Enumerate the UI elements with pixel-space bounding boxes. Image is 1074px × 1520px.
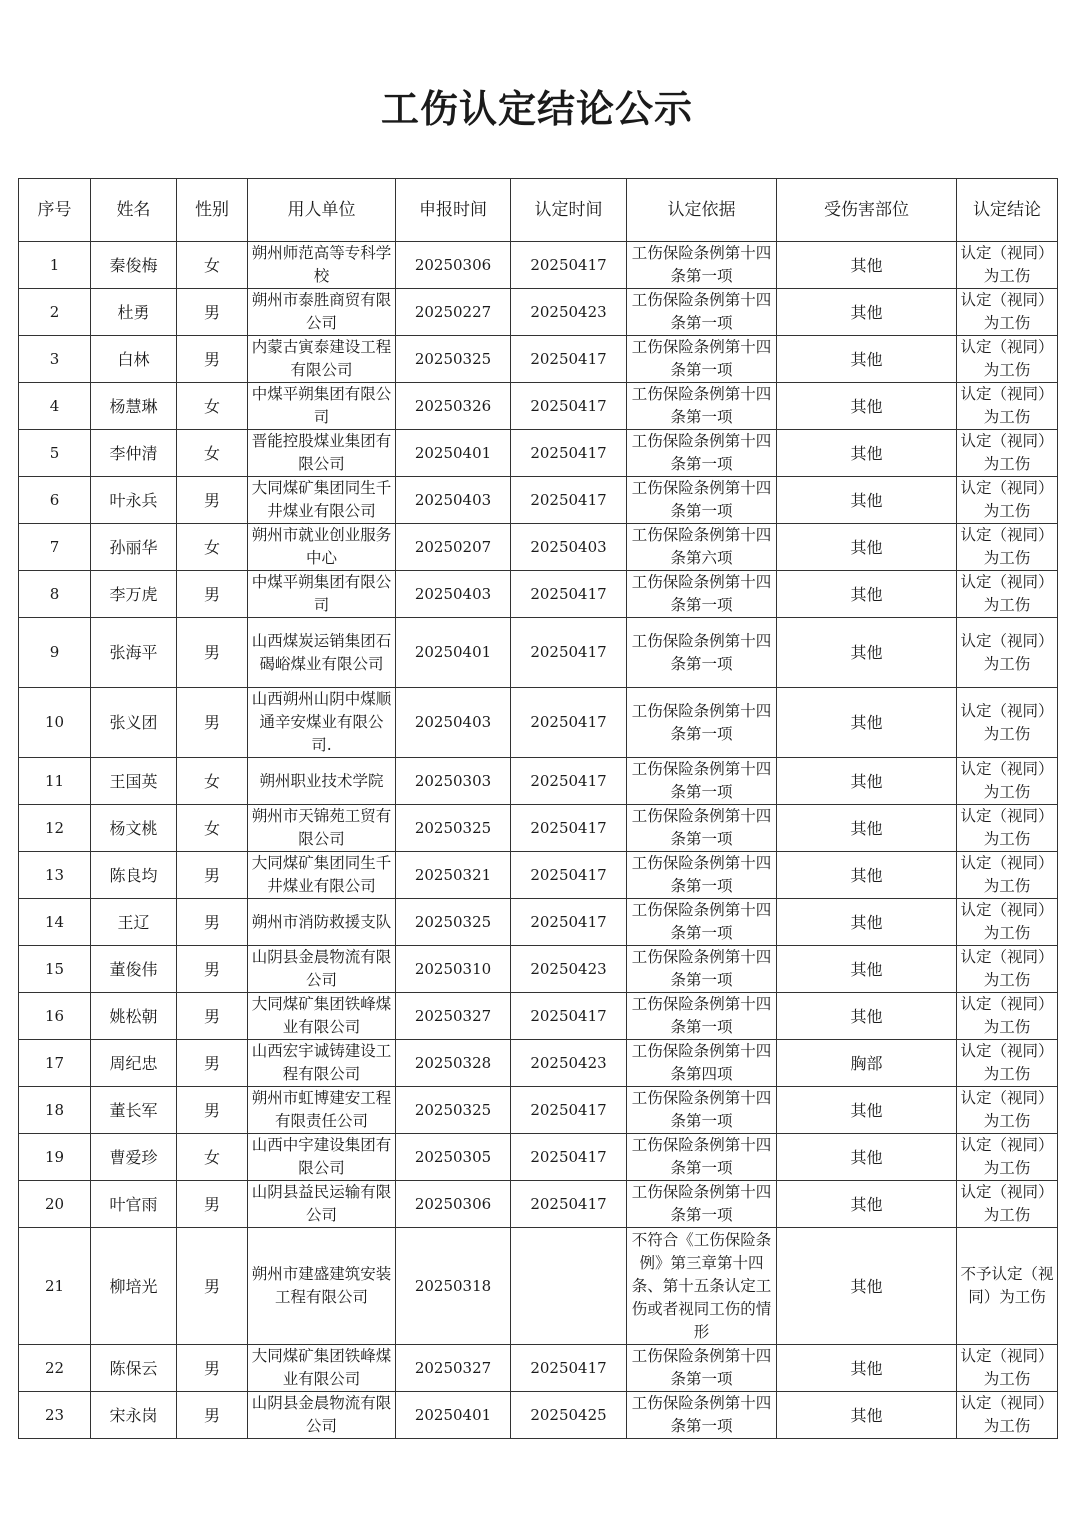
row-injury-part: 其他 [777,477,957,524]
row-result: 认定（视同）为工伤 [957,852,1058,899]
row-injury-part: 其他 [777,946,957,993]
table-row [19,1228,1058,1345]
row-result: 认定（视同）为工伤 [957,430,1058,477]
row-name: 陈良均 [91,852,177,899]
row-unit: 山阴县益民运输有限公司 [248,1181,396,1228]
row-basis: 工伤保险条例第十四条第一项 [627,1181,777,1228]
header-name: 姓名 [91,179,177,242]
row-result: 认定（视同）为工伤 [957,242,1058,289]
row-unit: 朔州市虹博建安工程有限责任公司 [248,1087,396,1134]
row-injury-part: 其他 [777,1181,957,1228]
row-unit: 朔州市消防救援支队 [248,899,396,946]
row-name: 董俊伟 [91,946,177,993]
row-injury-part: 其他 [777,852,957,899]
row-name: 李仲清 [91,430,177,477]
row-decide-date: 20250417 [511,993,627,1040]
row-sex: 女 [177,383,248,430]
row-name: 杜勇 [91,289,177,336]
row-basis: 工伤保险条例第十四条第一项 [627,1392,777,1439]
row-result: 不予认定（视同）为工伤 [957,1228,1058,1345]
row-no: 19 [19,1134,91,1181]
row-basis: 工伤保险条例第十四条第六项 [627,524,777,571]
row-injury-part: 其他 [777,899,957,946]
row-decide-date: 20250417 [511,899,627,946]
row-sex: 女 [177,524,248,571]
row-basis: 工伤保险条例第十四条第一项 [627,852,777,899]
table-row [19,1087,1058,1134]
row-injury-part: 其他 [777,805,957,852]
row-injury-part: 其他 [777,336,957,383]
row-unit: 山西煤炭运销集团石碣峪煤业有限公司 [248,618,396,688]
row-basis: 工伤保险条例第十四条第一项 [627,571,777,618]
row-decide-date: 20250417 [511,571,627,618]
row-unit: 朔州市就业创业服务中心 [248,524,396,571]
header-injury-part: 受伤害部位 [777,179,957,242]
row-name: 张义团 [91,688,177,758]
row-decide-date: 20250403 [511,524,627,571]
row-sex: 女 [177,242,248,289]
row-result: 认定（视同）为工伤 [957,336,1058,383]
row-name: 王国英 [91,758,177,805]
row-name: 陈保云 [91,1345,177,1392]
row-injury-part: 其他 [777,289,957,336]
row-apply-date: 20250403 [396,477,511,524]
row-basis: 工伤保险条例第十四条第一项 [627,805,777,852]
row-unit: 山西中宇建设集团有限公司 [248,1134,396,1181]
row-apply-date: 20250325 [396,336,511,383]
table-row [19,289,1058,336]
table-row [19,946,1058,993]
row-no: 16 [19,993,91,1040]
row-result: 认定（视同）为工伤 [957,946,1058,993]
row-apply-date: 20250327 [396,1345,511,1392]
row-no: 1 [19,242,91,289]
row-unit: 山阴县金晨物流有限公司 [248,946,396,993]
table-row [19,618,1058,688]
row-name: 柳培光 [91,1228,177,1345]
row-unit: 晋能控股煤业集团有限公司 [248,430,396,477]
table-row [19,852,1058,899]
row-injury-part: 其他 [777,758,957,805]
table-row [19,805,1058,852]
row-apply-date: 20250321 [396,852,511,899]
row-apply-date: 20250328 [396,1040,511,1087]
row-name: 宋永岗 [91,1392,177,1439]
row-basis: 工伤保险条例第十四条第一项 [627,1087,777,1134]
row-sex: 男 [177,946,248,993]
row-no: 6 [19,477,91,524]
row-apply-date: 20250306 [396,1181,511,1228]
row-name: 秦俊梅 [91,242,177,289]
row-basis: 工伤保险条例第十四条第一项 [627,289,777,336]
header-sex: 性别 [177,179,248,242]
table-row [19,242,1058,289]
row-no: 14 [19,899,91,946]
row-result: 认定（视同）为工伤 [957,688,1058,758]
row-apply-date: 20250227 [396,289,511,336]
row-basis: 工伤保险条例第十四条第一项 [627,430,777,477]
row-result: 认定（视同）为工伤 [957,1345,1058,1392]
row-sex: 女 [177,805,248,852]
row-apply-date: 20250305 [396,1134,511,1181]
row-no: 3 [19,336,91,383]
row-injury-part: 其他 [777,1228,957,1345]
row-unit: 大同煤矿集团铁峰煤业有限公司 [248,1345,396,1392]
row-decide-date: 20250417 [511,383,627,430]
table-row [19,336,1058,383]
row-basis: 工伤保险条例第十四条第一项 [627,993,777,1040]
row-injury-part: 其他 [777,571,957,618]
row-sex: 女 [177,1134,248,1181]
row-sex: 男 [177,899,248,946]
row-decide-date: 20250417 [511,242,627,289]
row-apply-date: 20250303 [396,758,511,805]
header-basis: 认定依据 [627,179,777,242]
row-no: 10 [19,688,91,758]
table-row [19,571,1058,618]
row-no: 8 [19,571,91,618]
row-sex: 女 [177,430,248,477]
row-unit: 山西朔州山阴中煤顺通辛安煤业有限公司. [248,688,396,758]
row-decide-date [511,1228,627,1345]
row-no: 13 [19,852,91,899]
row-basis: 工伤保险条例第十四条第一项 [627,477,777,524]
row-unit: 山阴县金晨物流有限公司 [248,1392,396,1439]
table-header-row [19,179,1058,242]
header-result: 认定结论 [957,179,1058,242]
row-unit: 朔州市天锦苑工贸有限公司 [248,805,396,852]
row-injury-part: 其他 [777,688,957,758]
row-basis: 不符合《工伤保险条例》第三章第十四条、第十五条认定工伤或者视同工伤的情形 [627,1228,777,1345]
row-injury-part: 其他 [777,383,957,430]
table-row [19,1181,1058,1228]
row-name: 杨慧琳 [91,383,177,430]
row-no: 23 [19,1392,91,1439]
row-apply-date: 20250207 [396,524,511,571]
row-apply-date: 20250401 [396,618,511,688]
row-no: 20 [19,1181,91,1228]
row-unit: 朔州师范高等专科学校 [248,242,396,289]
row-apply-date: 20250325 [396,899,511,946]
row-apply-date: 20250401 [396,430,511,477]
header-decide-date: 认定时间 [511,179,627,242]
row-unit: 朔州市建盛建筑安装工程有限公司 [248,1228,396,1345]
row-result: 认定（视同）为工伤 [957,383,1058,430]
row-sex: 男 [177,336,248,383]
row-sex: 男 [177,1228,248,1345]
table-row [19,383,1058,430]
row-basis: 工伤保险条例第十四条第一项 [627,899,777,946]
row-unit: 中煤平朔集团有限公司 [248,571,396,618]
row-sex: 男 [177,1345,248,1392]
row-unit: 大同煤矿集团同生千井煤业有限公司 [248,477,396,524]
row-no: 15 [19,946,91,993]
row-no: 11 [19,758,91,805]
header-apply-date: 申报时间 [396,179,511,242]
row-result: 认定（视同）为工伤 [957,1134,1058,1181]
row-name: 叶永兵 [91,477,177,524]
row-name: 杨文桃 [91,805,177,852]
row-injury-part: 胸部 [777,1040,957,1087]
row-decide-date: 20250417 [511,1181,627,1228]
row-injury-part: 其他 [777,430,957,477]
injury-table [18,178,1058,1439]
row-name: 姚松朝 [91,993,177,1040]
row-result: 认定（视同）为工伤 [957,618,1058,688]
header-no: 序号 [19,179,91,242]
row-no: 7 [19,524,91,571]
row-name: 王辽 [91,899,177,946]
row-basis: 工伤保险条例第十四条第一项 [627,618,777,688]
row-decide-date: 20250417 [511,1134,627,1181]
table-body [19,242,1058,1439]
row-decide-date: 20250417 [511,1345,627,1392]
row-unit: 大同煤矿集团铁峰煤业有限公司 [248,993,396,1040]
row-result: 认定（视同）为工伤 [957,1040,1058,1087]
table-row [19,993,1058,1040]
row-no: 17 [19,1040,91,1087]
table-row [19,1392,1058,1439]
row-injury-part: 其他 [777,1392,957,1439]
row-decide-date: 20250425 [511,1392,627,1439]
row-unit: 朔州职业技术学院 [248,758,396,805]
row-injury-part: 其他 [777,993,957,1040]
table-row [19,1040,1058,1087]
row-decide-date: 20250417 [511,477,627,524]
row-apply-date: 20250403 [396,688,511,758]
row-unit: 中煤平朔集团有限公司 [248,383,396,430]
table-row [19,524,1058,571]
row-unit: 大同煤矿集团同生千井煤业有限公司 [248,852,396,899]
row-name: 张海平 [91,618,177,688]
table-row [19,430,1058,477]
row-unit: 内蒙古寅泰建设工程有限公司 [248,336,396,383]
row-decide-date: 20250417 [511,758,627,805]
table-row [19,477,1058,524]
row-no: 18 [19,1087,91,1134]
row-decide-date: 20250417 [511,852,627,899]
row-basis: 工伤保险条例第十四条第一项 [627,1345,777,1392]
table-row [19,758,1058,805]
row-apply-date: 20250326 [396,383,511,430]
row-sex: 男 [177,852,248,899]
row-decide-date: 20250423 [511,946,627,993]
row-injury-part: 其他 [777,242,957,289]
row-result: 认定（视同）为工伤 [957,1392,1058,1439]
row-result: 认定（视同）为工伤 [957,758,1058,805]
row-injury-part: 其他 [777,618,957,688]
row-no: 5 [19,430,91,477]
row-apply-date: 20250325 [396,805,511,852]
row-basis: 工伤保险条例第十四条第一项 [627,336,777,383]
row-result: 认定（视同）为工伤 [957,477,1058,524]
row-sex: 男 [177,571,248,618]
row-sex: 男 [177,1392,248,1439]
row-name: 曹爱珍 [91,1134,177,1181]
row-no: 21 [19,1228,91,1345]
row-basis: 工伤保险条例第十四条第一项 [627,688,777,758]
row-decide-date: 20250417 [511,430,627,477]
row-decide-date: 20250417 [511,1087,627,1134]
row-name: 李万虎 [91,571,177,618]
row-sex: 男 [177,1087,248,1134]
row-no: 2 [19,289,91,336]
row-apply-date: 20250306 [396,242,511,289]
row-unit: 朔州市泰胜商贸有限公司 [248,289,396,336]
row-apply-date: 20250325 [396,1087,511,1134]
row-sex: 男 [177,289,248,336]
row-apply-date: 20250318 [396,1228,511,1345]
row-sex: 男 [177,993,248,1040]
row-result: 认定（视同）为工伤 [957,993,1058,1040]
row-sex: 男 [177,688,248,758]
table-row [19,1345,1058,1392]
row-decide-date: 20250423 [511,1040,627,1087]
row-result: 认定（视同）为工伤 [957,805,1058,852]
row-basis: 工伤保险条例第十四条第一项 [627,383,777,430]
row-sex: 男 [177,618,248,688]
row-result: 认定（视同）为工伤 [957,571,1058,618]
row-result: 认定（视同）为工伤 [957,1087,1058,1134]
row-sex: 男 [177,1181,248,1228]
row-injury-part: 其他 [777,1345,957,1392]
row-name: 孙丽华 [91,524,177,571]
row-basis: 工伤保险条例第十四条第一项 [627,758,777,805]
row-name: 叶官雨 [91,1181,177,1228]
row-no: 4 [19,383,91,430]
table-row [19,899,1058,946]
row-sex: 男 [177,1040,248,1087]
row-result: 认定（视同）为工伤 [957,899,1058,946]
row-unit: 山西宏宇诚铸建设工程有限公司 [248,1040,396,1087]
row-name: 董长军 [91,1087,177,1134]
row-decide-date: 20250417 [511,336,627,383]
row-result: 认定（视同）为工伤 [957,524,1058,571]
row-decide-date: 20250423 [511,289,627,336]
row-injury-part: 其他 [777,1087,957,1134]
row-sex: 女 [177,758,248,805]
row-basis: 工伤保险条例第十四条第一项 [627,242,777,289]
row-result: 认定（视同）为工伤 [957,289,1058,336]
row-name: 周纪忠 [91,1040,177,1087]
row-no: 22 [19,1345,91,1392]
row-decide-date: 20250417 [511,805,627,852]
row-decide-date: 20250417 [511,618,627,688]
row-no: 9 [19,618,91,688]
row-apply-date: 20250310 [396,946,511,993]
row-apply-date: 20250327 [396,993,511,1040]
table-row [19,688,1058,758]
row-apply-date: 20250401 [396,1392,511,1439]
row-basis: 工伤保险条例第十四条第一项 [627,1134,777,1181]
row-injury-part: 其他 [777,1134,957,1181]
header-unit: 用人单位 [248,179,396,242]
row-basis: 工伤保险条例第十四条第一项 [627,946,777,993]
row-injury-part: 其他 [777,524,957,571]
row-basis: 工伤保险条例第十四条第四项 [627,1040,777,1087]
row-no: 12 [19,805,91,852]
row-decide-date: 20250417 [511,688,627,758]
row-apply-date: 20250403 [396,571,511,618]
row-sex: 男 [177,477,248,524]
row-name: 白林 [91,336,177,383]
page-title: 工伤认定结论公示 [380,86,693,131]
row-result: 认定（视同）为工伤 [957,1181,1058,1228]
table-row [19,1134,1058,1181]
